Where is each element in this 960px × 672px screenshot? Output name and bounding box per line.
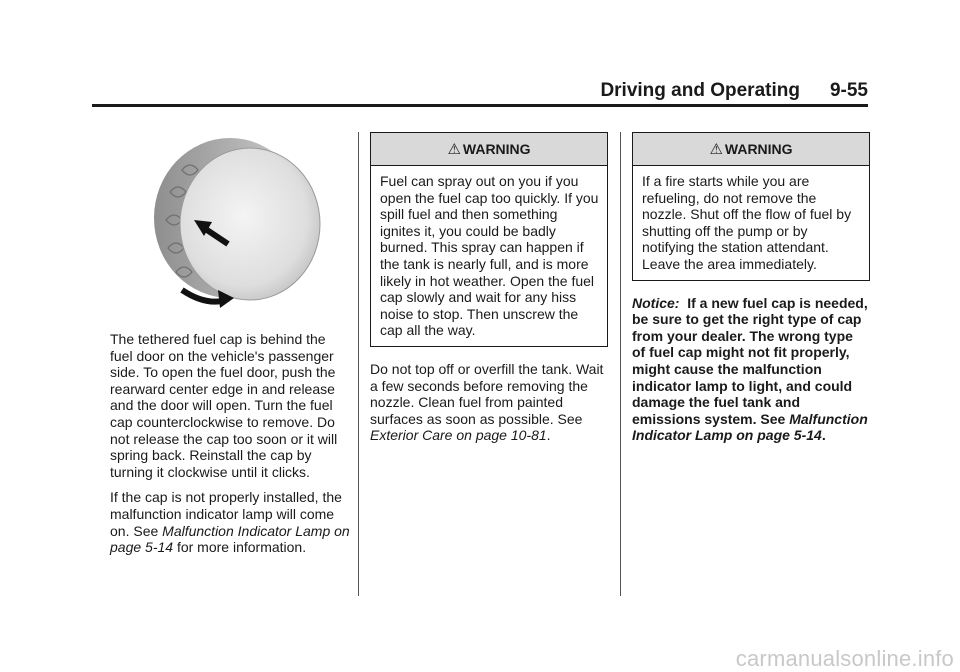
paragraph — [370, 361, 608, 444]
warning-header — [371, 133, 607, 166]
header-rule — [92, 104, 868, 107]
warning-body: Fuel can spray out on you if you open the fuel cap too quickly. If you spill fuel and then something ignites it, you could be badly burned. This spray can happen if the tank is nearly full, and is more likely in hot weather. Open the fuel cap slowly and wait for any hiss noise to stop. Then unscrew the cap all the way. — [380, 173, 599, 339]
paragraph: The tethered fuel cap is behind the fuel door on the vehicle's passenger side. To open the fuel door, push the rearward center edge in and release and the door will open. Turn the fuel cap counterclockwise to remove. Do not release the cap too soon or it will spring back. Reinstall the cap by turning it clockwise until it clicks. — [110, 331, 338, 480]
column-1 — [110, 132, 350, 565]
cross-reference-link[interactable]: Exterior Care on page 10-81 — [370, 427, 547, 444]
notice-label: Notice: — [632, 294, 680, 311]
column-2 — [370, 132, 608, 453]
warning-title: WARNING — [724, 141, 793, 157]
paragraph-text: If the cap is not properly installed, the malfunction indicator lamp will come on. See — [110, 489, 342, 539]
notice-text: If a new fuel cap is needed, be sure to get the right type of cap from your dealer. The wrong type of fuel cap might not fit properly, might cause the malfunction indicator lamp to light, and could damage the fuel tank and emissions system. See — [632, 294, 868, 427]
notice-paragraph — [632, 295, 870, 444]
column-3 — [632, 132, 870, 453]
cross-reference-link[interactable]: Malfunction Indicator Lamp on page 5-14 — [632, 410, 868, 444]
warning-box — [370, 132, 608, 347]
warning-body: If a fire starts while you are refueling, do not remove the nozzle. Shut off the flow of fuel by shutting off the pump or by notifying the station attendant. Leave the area immediately. — [642, 173, 852, 272]
fuel-cap-illustration — [110, 132, 350, 320]
paragraph-text: . — [546, 427, 551, 444]
notice-text: . — [821, 427, 826, 444]
warning-title: WARNING — [462, 141, 531, 157]
paragraph-text: Do not top off or overfill the tank. Wait a few seconds before removing the nozzle. Clean fuel from painted surfaces as soon as possible. See — [370, 360, 604, 427]
column-divider — [358, 132, 359, 596]
cross-reference-link[interactable]: Malfunction Indicator Lamp on page 5-14 — [110, 522, 350, 556]
warning-box — [632, 132, 870, 281]
paragraph-text: for more information. — [173, 539, 307, 556]
section-title: Driving and Operating — [600, 80, 800, 101]
warning-icon: ⚠ — [447, 141, 461, 158]
warning-header — [633, 133, 869, 166]
page-number: 9-55 — [829, 80, 868, 101]
warning-icon: ⚠ — [709, 141, 723, 158]
column-divider — [620, 132, 621, 596]
page-header — [92, 80, 868, 102]
watermark: carmanualsonline.info — [735, 646, 954, 671]
paragraph — [110, 489, 350, 555]
